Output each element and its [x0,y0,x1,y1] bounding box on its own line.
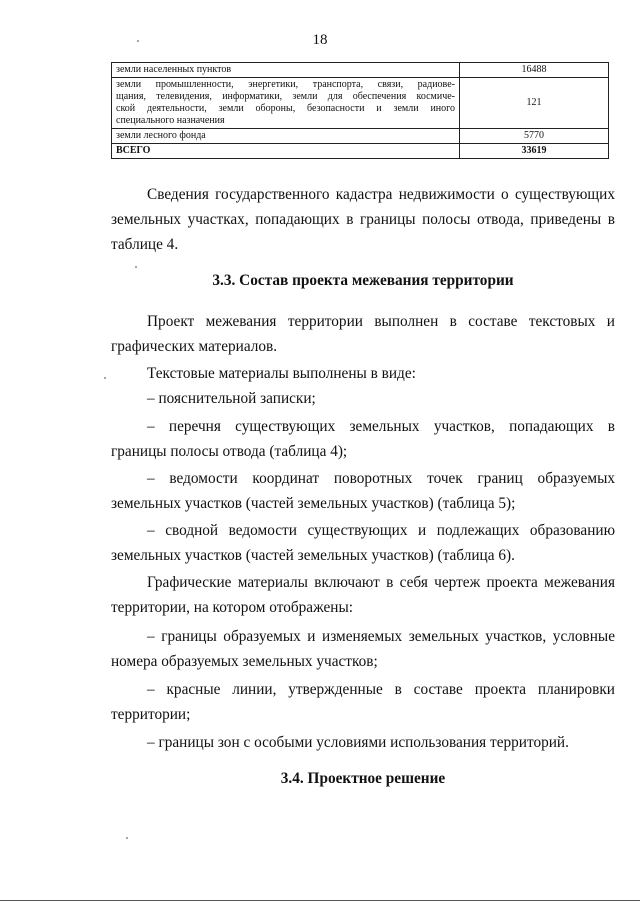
text-line: Сведения государственного кадастра недвижимости о существующих [147,186,615,203]
text-line: Проект межевания территории выполнен в составе текстовых и [147,313,615,330]
text-line: – ведомости координат поворотных точек границ образуемых [147,470,615,487]
paragraph-graphic-materials [111,570,615,620]
paragraph-cadastre [111,182,615,257]
section-heading-3-4: 3.4. Проектное решение [280,770,446,787]
table-row [112,63,609,78]
list-item [111,466,615,516]
text-line: границы полосы отвода (таблица 4); [111,443,348,460]
paragraph-composition [111,309,615,359]
text-line: земельных участков (частей земельных участков) (таблица 5); [111,495,516,512]
list-item [111,677,615,727]
list-item [111,414,615,464]
text-line: земельных участков (частей земельных участков) (таблица 6). [111,547,515,564]
land-category-table [111,62,609,159]
table-row [112,78,609,129]
page-bottom-edge [0,900,640,901]
text-line: номера образуемых земельных участков; [111,653,378,670]
text-line: – границы образуемых и изменяемых земельных участков, условные [147,628,615,645]
table-cell-label-line: специального назначения [116,115,225,126]
scan-speck [135,266,137,268]
text-line: территории; [111,706,191,723]
table-cell-label-line: земли промышленности, энергетики, транспорта, связи, радиове- [116,79,455,90]
list-item: – пояснительной записки; [147,390,316,407]
text-line: земельных участках, попадающих в границы полосы отвода, приведены в [111,211,615,228]
table-cell-value: 16488 [460,63,609,78]
scan-speck [104,377,106,379]
table-row [112,129,609,144]
text-line: территории, на котором отображены: [111,599,353,616]
table-cell-label: земли населенных пунктов [112,63,460,78]
table-cell-label [112,78,460,129]
text-line: – перечня существующих земельных участков, попадающих в [147,418,615,435]
table-cell-value: 33619 [460,144,609,159]
table-row-total [112,144,609,159]
page-number: 18 [312,32,328,48]
table-cell-value: 5770 [460,129,609,144]
text-line: – сводной ведомости существующих и подлежащих образованию [147,522,615,539]
list-item [111,624,615,674]
text-line: – красные линии, утвержденные в составе проекта планировки [147,681,615,698]
table-cell-label-line: щания, телевидения, информатики, земли для обеспечения космиче- [116,91,455,102]
text-line: Графические материалы включают в себя чертеж проекта межевания [147,574,615,591]
text-line: графических материалов. [111,338,278,355]
scan-speck [137,40,139,42]
paragraph-text-materials: Текстовые материалы выполнены в виде: [147,365,416,382]
table-cell-label: земли лесного фонда [112,129,460,144]
table-cell-label-line: ской деятельности, земли обороны, безопасности и земли иного [116,103,455,114]
list-item: – границы зон с особыми условиями использования территорий. [147,734,569,751]
scan-speck [126,837,128,839]
list-item [111,518,615,568]
section-heading-3-3: 3.3. Состав проекта межевания территории [212,272,514,289]
text-line: таблице 4. [111,236,179,253]
table-cell-value: 121 [460,78,609,129]
table-cell-label: ВСЕГО [112,144,460,159]
